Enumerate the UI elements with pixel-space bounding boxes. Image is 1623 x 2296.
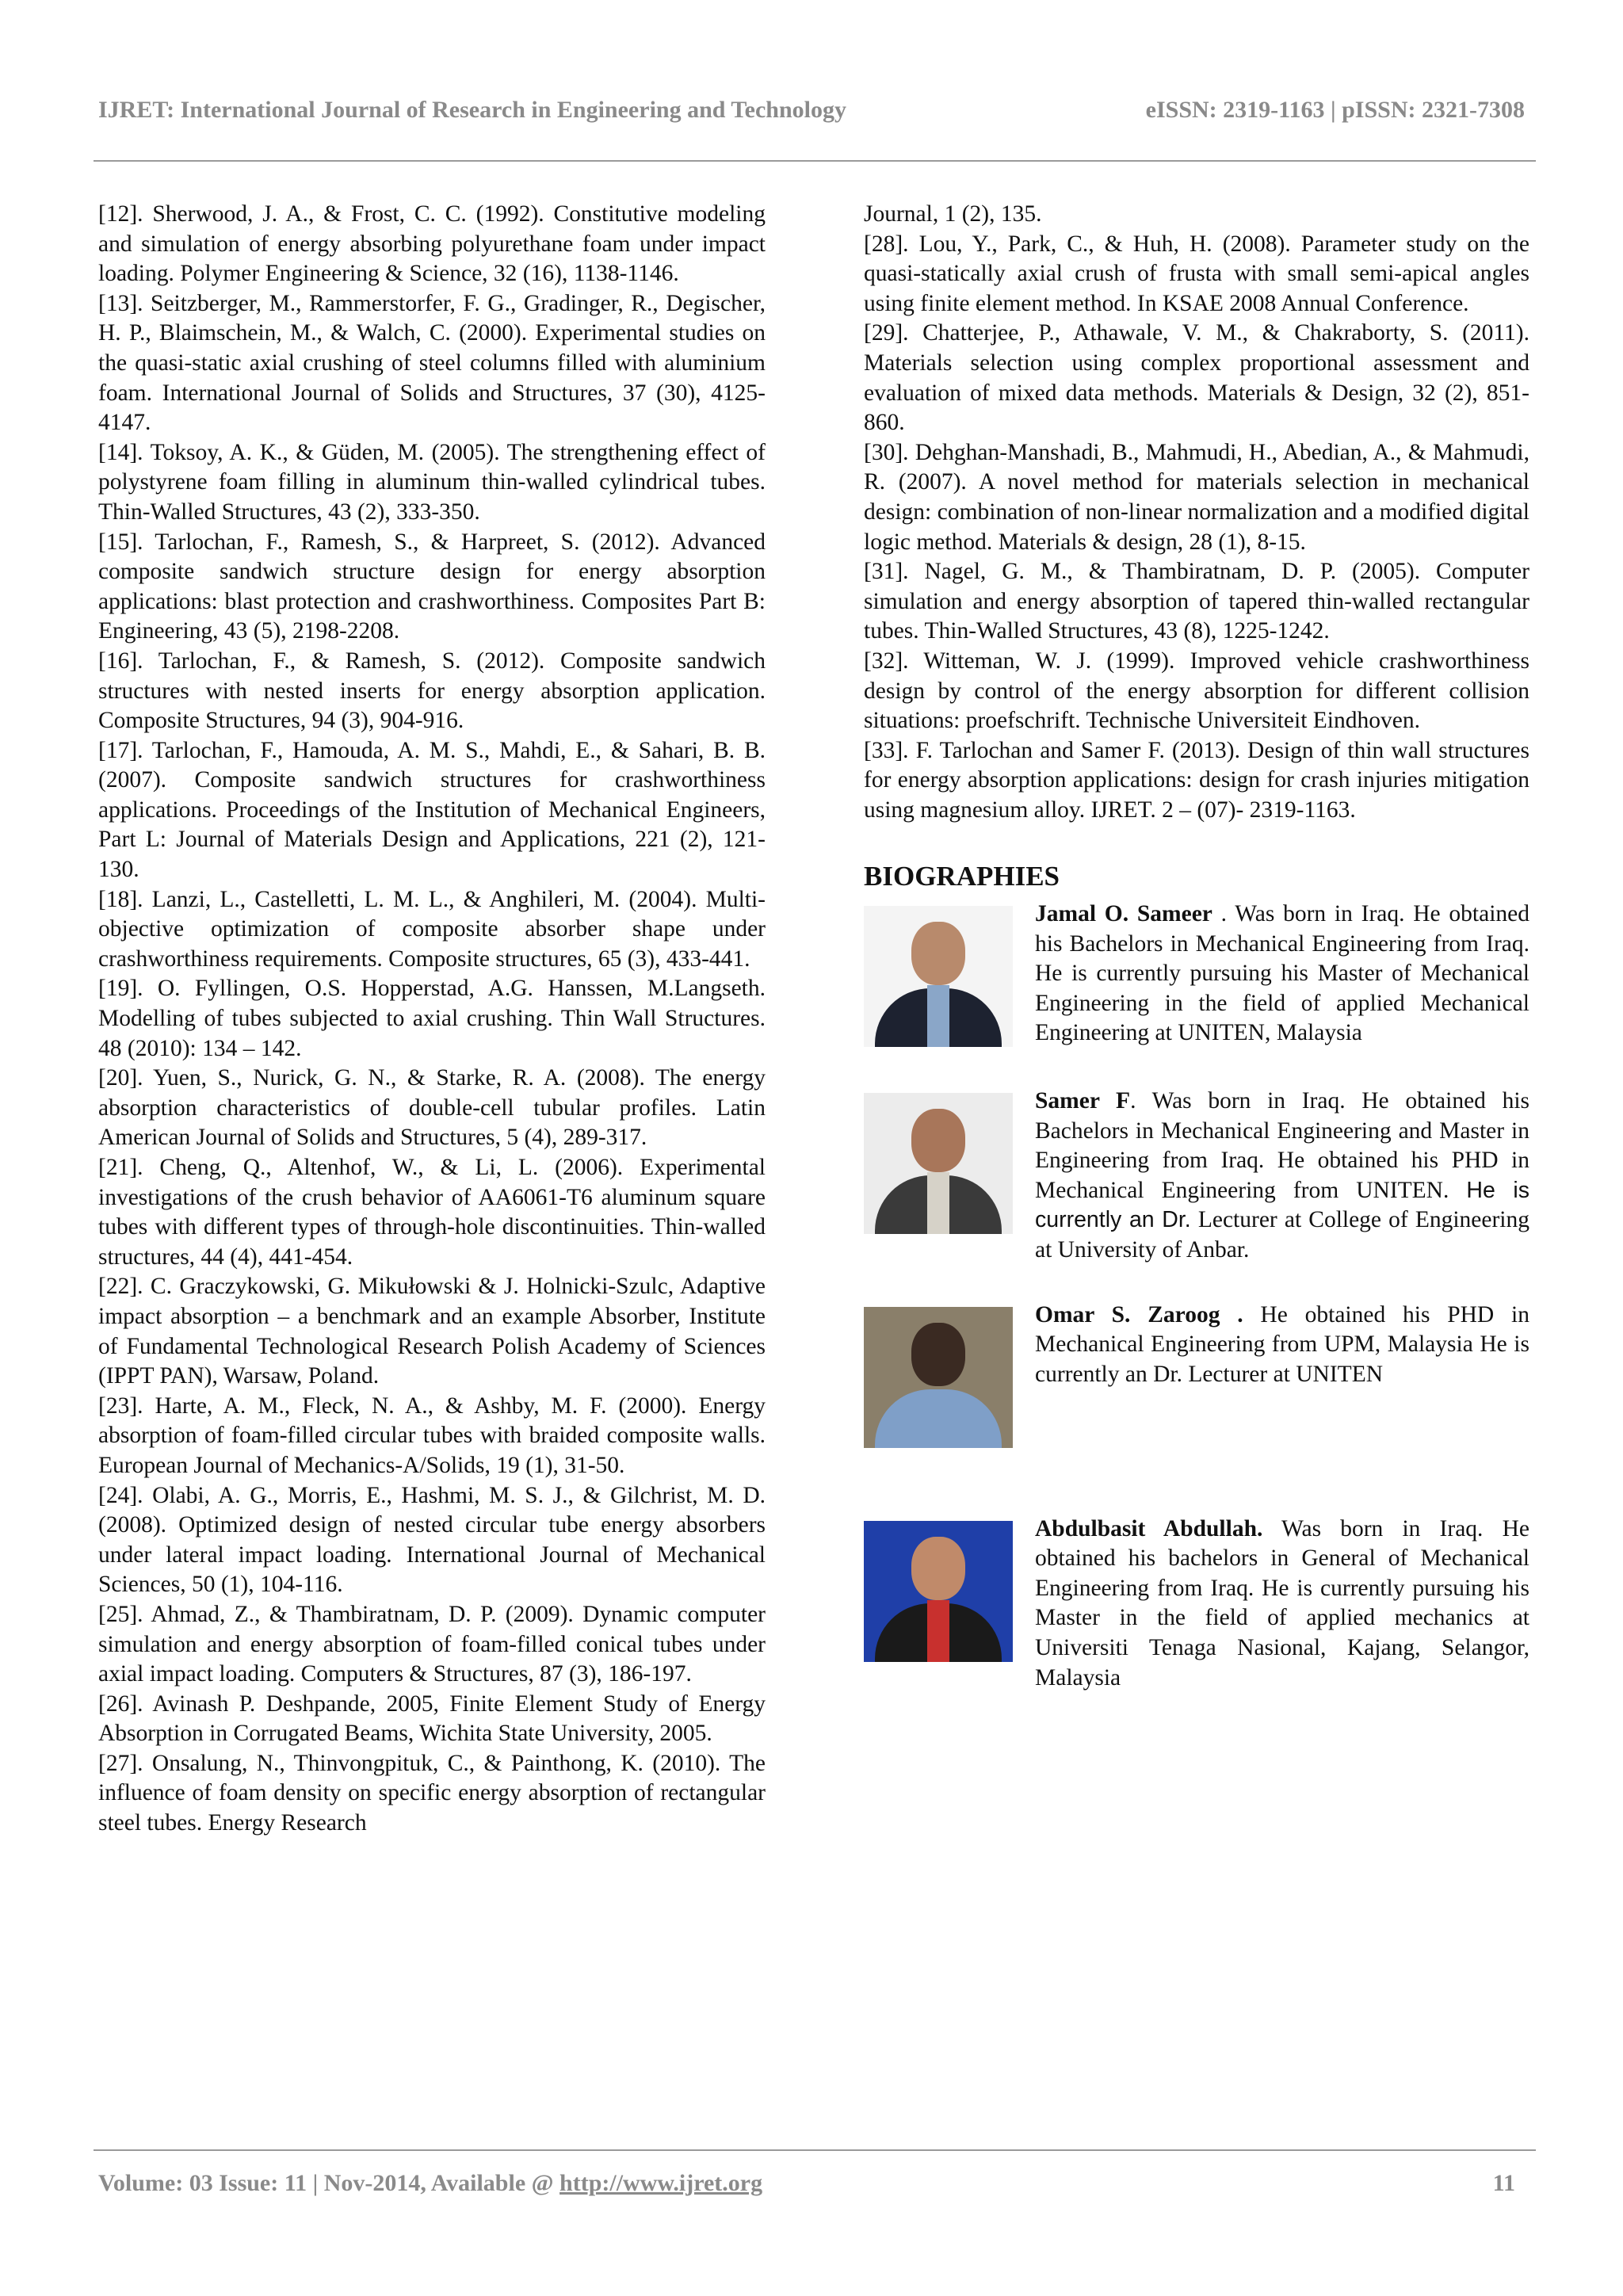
biography-jamal [864, 900, 1529, 1052]
bio-text: . Was born in Iraq. He obtained his Bachelors in Mechanical Engineering and Master in Engineering from Iraq. He obtained his PHD in Mechanical Engineering from UNITEN. [1035, 1088, 1529, 1203]
reference-item: [32]. Witteman, W. J. (1999). Improved vehicle crashworthiness design by control of the energy absorption for different collision situations: proefschrift. Technische Universiteit Eindhoven. [864, 648, 1529, 734]
author-photo-samer [864, 1093, 1013, 1234]
author-photo-abdulbasit [864, 1521, 1013, 1662]
author-photo-jamal [864, 906, 1013, 1047]
reference-item: [13]. Seitzberger, M., Rammerstorfer, F. G., Gradinger, R., Degischer, H. P., Blaimschein, M., & Walch, C. (2000). Experimental studies on the quasi-static axial crushing of steel columns filled with aluminium foam. International Journal of Solids and Structures, 37 (30), 4125-4147. [98, 290, 766, 436]
reference-item: [27]. Onsalung, N., Thinvongpituk, C., & Painthong, K. (2010). The influence of foam density on specific energy absorption of rectangular steel tubes. Energy Research [98, 1750, 766, 1836]
left-column [98, 200, 766, 1839]
reference-item: [24]. Olabi, A. G., Morris, E., Hashmi, M. S. J., & Gilchrist, M. D. (2008). Optimized design of nested circular tube energy absorbers under lateral impact loading. International Journal of Mechanical Sciences, 50 (1), 104-116. [98, 1482, 766, 1598]
bio-name: Samer F [1035, 1088, 1131, 1114]
bio-name: Jamal O. Sameer [1035, 901, 1212, 927]
reference-item: [33]. F. Tarlochan and Samer F. (2013). Design of thin wall structures for energy absorption applications: design for crash injuries mitigation using magnesium alloy. IJRET. 2 – (07)- 2319-1163. [864, 737, 1529, 823]
footer-volume-info [98, 2170, 762, 2197]
header-divider [94, 160, 1536, 162]
author-photo-omar [864, 1307, 1013, 1448]
reference-item: [30]. Dehghan-Manshadi, B., Mahmudi, H., Abedian, A., & Mahmudi, R. (2007). A novel method for materials selection in mechanical design: combination of non-linear normalization and a modified digital logic method. Materials & design, 28 (1), 8-15. [864, 439, 1529, 555]
biography-abdulbasit [864, 1515, 1529, 1694]
page-number: 11 [1492, 2170, 1515, 2196]
page-footer [98, 2170, 1525, 2197]
bio-name: Abdulbasit Abdullah. [1035, 1515, 1263, 1541]
reference-item: [19]. O. Fyllingen, O.S. Hopperstad, A.G. Hanssen, M.Langseth. Modelling of tubes subjected to axial crushing. Thin Wall Structures. 48 (2010): 134 – 142. [98, 976, 766, 1061]
footer-volume-text: Volume: 03 Issue: 11 | Nov-2014, Available @ [98, 2170, 560, 2196]
reference-item: [21]. Cheng, Q., Altenhof, W., & Li, L. (2006). Experimental investigations of the crush behavior of AA6061-T6 aluminum square tubes with different types of through-hole discontinuities. Thin-walled structures, 44 (4), 441-454. [98, 1155, 766, 1270]
reference-item: [18]. Lanzi, L., Castelletti, L. M. L., & Anghileri, M. (2004). Multi-objective optimization of composite absorber shape under crashworthiness requirements. Composite structures, 65 (3), 433-441. [98, 886, 766, 972]
reference-item: [17]. Tarlochan, F., Hamouda, A. M. S., Mahdi, E., & Sahari, B. B. (2007). Composite sandwich structures for crashworthiness applications. Proceedings of the Institution of Mechanical Engineers, Part L: Journal of Materials Design and Applications, 221 (2), 121-130. [98, 737, 766, 883]
reference-item: [12]. Sherwood, J. A., & Frost, C. C. (1992). Constitutive modeling and simulation of energy absorbing polyurethane foam under impact loading. Polymer Engineering & Science, 32 (16), 1138-1146. [98, 201, 766, 287]
reference-item: [25]. Ahmad, Z., & Thambiratnam, D. P. (2009). Dynamic computer simulation and energy absorption of foam-filled conical tubes under axial impact loading. Computers & Structures, 87 (3), 186-197. [98, 1601, 766, 1687]
reference-item: [23]. Harte, A. M., Fleck, N. A., & Ashby, M. F. (2000). Energy absorption of foam-filled circular tubes with braided composite walls. European Journal of Mechanics-A/Solids, 19 (1), 31-50. [98, 1392, 766, 1478]
reference-item: [16]. Tarlochan, F., & Ramesh, S. (2012). Composite sandwich structures with nested inserts for energy absorption application. Composite Structures, 94 (3), 904-916. [98, 648, 766, 734]
bio-text-tail: Lecturer at College of Engineering at University of Anbar. [1035, 1207, 1529, 1263]
footer-divider [94, 2149, 1536, 2151]
reference-item: [14]. Toksoy, A. K., & Güden, M. (2005). The strengthening effect of polystyrene foam filling in aluminum thin-walled cylindrical tubes. Thin-Walled Structures, 43 (2), 333-350. [98, 439, 766, 525]
page-header [98, 97, 1525, 124]
reference-item: [26]. Avinash P. Deshpande, 2005, Finite Element Study of Energy Absorption in Corrugated Beams, Wichita State University, 2005. [98, 1690, 766, 1747]
journal-website-link[interactable]: http://www.ijret.org [559, 2170, 763, 2196]
biographies-heading: BIOGRAPHIES [864, 861, 1060, 892]
bio-text: Was born in Iraq. He obtained his bachelors in General of Mechanical Engineering from Iraq. He is currently pursuing his Master in the field of applied mechanics at Universiti Tenaga Nasional, Kajang, Selangor, Malaysia [1035, 1515, 1529, 1690]
reference-item: [22]. C. Graczykowski, G. Mikułowski & J. Holnicki-Szulc, Adaptive impact absorption – a benchmark and an example Absorber, Institute of Fundamental Technological Research Polish Academy of Sciences (IPPT PAN), Warsaw, Poland. [98, 1274, 766, 1389]
reference-item: [20]. Yuen, S., Nurick, G. N., & Starke, R. A. (2008). The energy absorption characteristics of double-cell tubular profiles. Latin American Journal of Solids and Structures, 5 (4), 289-317. [98, 1065, 766, 1151]
journal-title: IJRET: International Journal of Research in Engineering and Technology [98, 97, 847, 123]
biography-samer [864, 1087, 1529, 1266]
reference-item: Journal, 1 (2), 135. [864, 201, 1042, 227]
biography-omar [864, 1301, 1529, 1453]
bio-text: . Was born in Iraq. He obtained his Bachelors in Mechanical Engineering from Iraq. He is currently pursuing his Master of Mechanical Engineering in the field of applied Mechanical Engineering at UNITEN, Malaysia [1035, 901, 1529, 1046]
reference-item: [31]. Nagel, G. M., & Thambiratnam, D. P. (2005). Computer simulation and energy absorption of tapered thin-walled rectangular tubes. Thin-Walled Structures, 43 (8), 1225-1242. [864, 559, 1529, 644]
issn-info: eISSN: 2319-1163 | pISSN: 2321-7308 [1145, 97, 1525, 123]
bio-text: He obtained his PHD in Mechanical Engineering from UPM, Malaysia He is currently an Dr. Lecturer at UNITEN [1035, 1301, 1529, 1387]
reference-item: [28]. Lou, Y., Park, C., & Huh, H. (2008). Parameter study on the quasi-statically axial crush of frusta with small semi-apical angles using finite element method. In KSAE 2008 Annual Conference. [864, 231, 1529, 316]
reference-item: [29]. Chatterjee, P., Athawale, V. M., & Chakraborty, S. (2011). Materials selection using complex proportional assessment and evaluation of mixed data methods. Materials & Design, 32 (2), 851-860. [864, 320, 1529, 436]
bio-name: Omar S. Zaroog . [1035, 1301, 1243, 1328]
reference-item: [15]. Tarlochan, F., Ramesh, S., & Harpreet, S. (2012). Advanced composite sandwich structure design for energy absorption applications: blast protection and crashworthiness. Composites Part B: Engineering, 43 (5), 2198-2208. [98, 529, 766, 644]
bio-text-sans: He is currently an Dr. [1035, 1177, 1529, 1233]
right-column [864, 200, 1529, 1728]
